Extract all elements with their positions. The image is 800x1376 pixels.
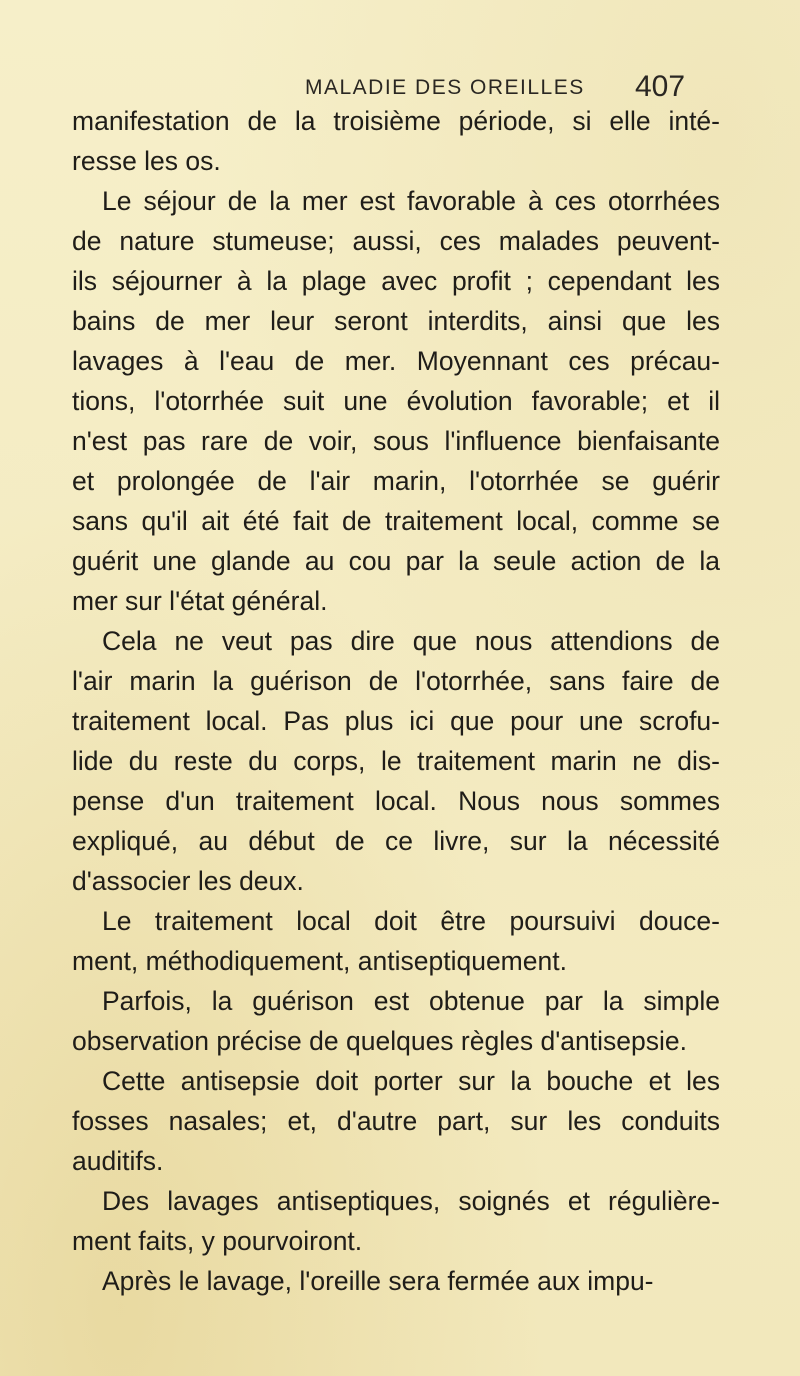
text-line: Le traitement local doit être poursuivi douce-	[102, 906, 720, 936]
text-line: ils séjourner à la plage avec profit ; cependant les	[72, 266, 720, 296]
text-line: Le séjour de la mer est favorable à ces otorrhées	[102, 186, 720, 216]
text-line: fosses nasales; et, d'autre part, sur les conduits	[72, 1106, 720, 1136]
text-line: ment, méthodiquement, antiseptiquement.	[72, 946, 567, 976]
text-line: l'air marin la guérison de l'otorrhée, sans faire de	[72, 666, 720, 696]
text-line: guérit une glande au cou par la seule action de la	[72, 546, 720, 576]
running-title: MALADIE DES OREILLES	[305, 76, 585, 99]
text-line: lide du reste du corps, le traitement marin ne dis-	[72, 746, 720, 776]
text-line: traitement local. Pas plus ici que pour une scrofu-	[72, 706, 720, 736]
body-text	[72, 101, 720, 1301]
text-line: ment faits, y pourvoiront.	[72, 1226, 363, 1256]
text-line: Après le lavage, l'oreille sera fermée aux impu-	[102, 1266, 654, 1296]
text-line: Parfois, la guérison est obtenue par la simple	[102, 986, 720, 1016]
text-line: observation précise de quelques règles d'antisepsie.	[72, 1026, 687, 1056]
text-line: expliqué, au début de ce livre, sur la nécessité	[72, 826, 720, 856]
text-line: sans qu'il ait été fait de traitement local, comme se	[72, 506, 720, 536]
text-line: d'associer les deux.	[72, 866, 304, 896]
text-line: tions, l'otorrhée suit une évolution favorable; et il	[72, 386, 720, 416]
text-line: n'est pas rare de voir, sous l'influence bienfaisante	[72, 426, 720, 456]
text-line: Des lavages antiseptiques, soignés et régulière-	[102, 1186, 720, 1216]
text-line: lavages à l'eau de mer. Moyennant ces précau-	[72, 346, 720, 376]
text-line: et prolongée de l'air marin, l'otorrhée se guérir	[72, 466, 720, 496]
text-line: manifestation de la troisième période, si elle inté-	[72, 106, 720, 136]
text-line: bains de mer leur seront interdits, ainsi que les	[72, 306, 720, 336]
text-line: mer sur l'état général.	[72, 586, 328, 616]
text-line: pense d'un traitement local. Nous nous sommes	[72, 786, 720, 816]
text-line: auditifs.	[72, 1146, 164, 1176]
text-line: Cela ne veut pas dire que nous attendions de	[102, 626, 720, 656]
text-line: Cette antisepsie doit porter sur la bouche et les	[102, 1066, 720, 1096]
text-line: de nature stumeuse; aussi, ces malades peuvent-	[72, 226, 720, 256]
page-number: 407	[635, 70, 686, 103]
text-line: resse les os.	[72, 146, 221, 176]
